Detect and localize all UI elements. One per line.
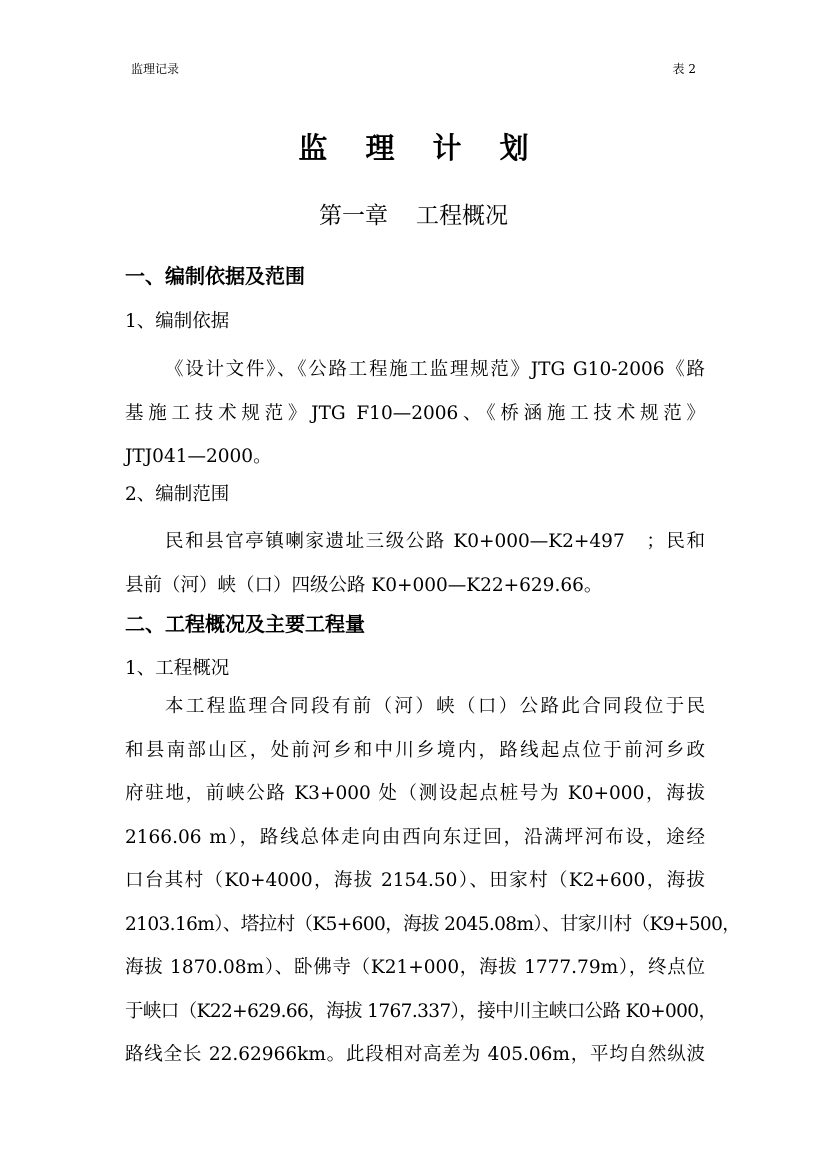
subsection-heading-basis: 1、编制依据 <box>125 311 230 332</box>
overview-line: 路线全长 22.62966km。此段相对高差为 405.06m，平均自然纵波 <box>125 1044 705 1065</box>
basis-line: JTJ041—2000。 <box>125 446 272 467</box>
chapter-number: 第一章 <box>319 203 388 229</box>
overview-paragraph <box>125 685 741 1077</box>
scope-line: 民和县官亭镇喇家遗址三级公路 K0+000—K2+497 ；民和 <box>165 531 705 552</box>
overview-line: 府驻地，前峡公路 K3+000 处（测设起点桩号为 K0+000，海拔 <box>125 783 705 804</box>
chapter-heading <box>0 197 827 230</box>
page-title: 监 理 计 划 <box>298 131 543 165</box>
overview-line: 口台其村（K0+4000，海拔 2154.50）、田家村（K2+600，海拔 <box>125 870 705 891</box>
header-left-label: 监理记录 <box>131 62 180 76</box>
section-heading-1: 一、编制依据及范围 <box>125 264 305 288</box>
header-right-label: 表 2 <box>672 62 696 76</box>
overview-line: 2166.06 m），路线总体走向由西向东迂回，沿满坪河布设，途经 <box>125 826 705 848</box>
basis-line: 基施工技术规范》JTG F10—2006、《桥涵施工技术规范》 <box>125 402 705 424</box>
subsection-heading-scope: 2、编制范围 <box>125 484 230 505</box>
overview-line: 和县南部山区，处前河乡和中川乡境内，路线起点位于前河乡政 <box>125 739 705 761</box>
subsection-heading-overview: 1、工程概况 <box>125 658 230 679</box>
overview-line: 于峡口（K22+629.66，海拔 1767.337），接中川主峡口公路 K0+000， <box>125 1000 717 1022</box>
section-heading-2: 二、工程概况及主要工程量 <box>125 612 365 636</box>
chapter-name: 工程概况 <box>416 203 508 229</box>
scope-line: 县前（河）峡（口）四级公路 K0+000—K22+629.66。 <box>125 574 603 596</box>
overview-line: 海拔 1870.08m）、卧佛寺（K21+000，海拔 1777.79m），终点位 <box>125 957 705 978</box>
overview-line: 本工程监理合同段有前（河）峡（口）公路此合同段位于民 <box>165 696 705 717</box>
basis-line: 《设计文件》、《公路工程施工监理规范》JTG G10-2006《路 <box>165 359 705 380</box>
overview-line: 2103.16m）、塔拉村（K5+600，海拔 2045.08m）、甘家川村（K9+500， <box>125 913 741 935</box>
basis-paragraph <box>125 348 705 479</box>
scope-paragraph <box>125 520 705 607</box>
